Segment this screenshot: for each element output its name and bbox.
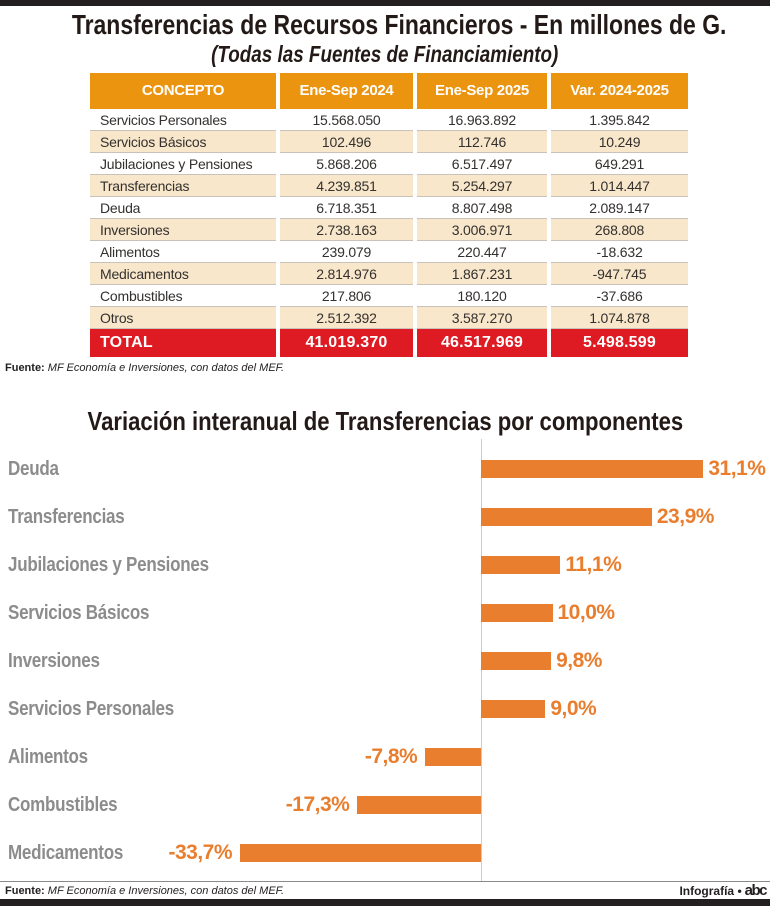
cell-var-2024-2025: 268.808: [551, 219, 688, 241]
chart-row: [0, 733, 770, 781]
table-total-row: [90, 329, 688, 357]
chart-row: [0, 541, 770, 589]
variation-bar-chart: [0, 445, 770, 877]
chart-category-label: Medicamentos: [8, 842, 124, 865]
header: [0, 6, 770, 67]
chart-row: [0, 493, 770, 541]
chart-category-label: Inversiones: [8, 650, 100, 673]
chart-title: Variación interanual de Transferencias por componentes: [87, 406, 683, 437]
chart-value-label: 9,0%: [550, 697, 597, 721]
chart-title-wrap: [0, 406, 770, 437]
cell-var-2024-2025: 1.014.447: [551, 175, 688, 197]
cell-var-2024-2025: 1.074.878: [551, 307, 688, 329]
cell-concepto: Transferencias: [90, 175, 276, 197]
cell-concepto: Alimentos: [90, 241, 276, 263]
table-header-row: [90, 73, 688, 109]
cell-ene-sep-2024: 2.512.392: [280, 307, 413, 329]
table-row: [90, 307, 688, 329]
table-row: [90, 241, 688, 263]
chart-row: [0, 781, 770, 829]
chart-bar: [425, 748, 481, 766]
table-source-label: Fuente:: [5, 362, 45, 375]
cell-ene-sep-2025: 220.447: [417, 241, 547, 263]
chart-category-label: Combustibles: [8, 794, 118, 817]
total-ene-sep-2024: 41.019.370: [280, 329, 413, 357]
abc-logo: abc: [744, 882, 766, 899]
chart-value-label: 11,1%: [565, 553, 622, 577]
table-row: [90, 131, 688, 153]
total-var-2024-2025: 5.498.599: [551, 329, 688, 357]
chart-category-label: Deuda: [8, 458, 59, 481]
chart-bar: [481, 508, 652, 526]
chart-row: [0, 829, 770, 877]
footer-source-text: MF Economía e Inversiones, con datos del MEF.: [47, 884, 285, 897]
cell-ene-sep-2025: 180.120: [417, 285, 547, 307]
table-source: [5, 362, 770, 374]
table-row: [90, 153, 688, 175]
cell-var-2024-2025: -947.745: [551, 263, 688, 285]
footer-credit: [679, 883, 766, 898]
cell-concepto: Medicamentos: [90, 263, 276, 285]
chart-value-label: -33,7%: [168, 841, 233, 865]
cell-concepto: Combustibles: [90, 285, 276, 307]
chart-value-label: 9,8%: [556, 649, 602, 673]
table-header-cell: Var. 2024-2025: [551, 73, 688, 109]
table-row: [90, 175, 688, 197]
chart-bar: [240, 844, 481, 862]
chart-category-label: Jubilaciones y Pensiones: [8, 554, 209, 577]
cell-ene-sep-2024: 217.806: [280, 285, 413, 307]
cell-var-2024-2025: -18.632: [551, 241, 688, 263]
cell-concepto: Inversiones: [90, 219, 276, 241]
chart-bar: [481, 460, 703, 478]
transfers-table: [90, 73, 688, 357]
footer-source: [5, 885, 284, 897]
table-body: [90, 109, 688, 329]
chart-category-label: Alimentos: [8, 746, 88, 769]
chart-value-label: -17,3%: [285, 793, 350, 817]
table-row: [90, 109, 688, 131]
cell-ene-sep-2025: 3.587.270: [417, 307, 547, 329]
chart-bar: [481, 604, 553, 622]
cell-var-2024-2025: 1.395.842: [551, 109, 688, 131]
cell-ene-sep-2024: 4.239.851: [280, 175, 413, 197]
cell-var-2024-2025: 649.291: [551, 153, 688, 175]
total-concepto: TOTAL: [90, 329, 276, 357]
cell-ene-sep-2024: 2.814.976: [280, 263, 413, 285]
cell-concepto: Deuda: [90, 197, 276, 219]
table-header-cell: Ene-Sep 2025: [417, 73, 547, 109]
chart-category-label: Transferencias: [8, 506, 125, 529]
cell-ene-sep-2025: 8.807.498: [417, 197, 547, 219]
page-subtitle: (Todas las Fuentes de Financiamiento): [211, 40, 559, 67]
bottom-black-bar: [0, 899, 770, 906]
chart-row: [0, 685, 770, 733]
table-row: [90, 285, 688, 307]
cell-ene-sep-2024: 6.718.351: [280, 197, 413, 219]
footer: [0, 881, 770, 899]
chart-bar: [481, 652, 551, 670]
cell-concepto: Jubilaciones y Pensiones: [90, 153, 276, 175]
cell-var-2024-2025: 10.249: [551, 131, 688, 153]
cell-ene-sep-2025: 6.517.497: [417, 153, 547, 175]
chart-bar: [357, 796, 481, 814]
chart-bar: [481, 556, 560, 574]
cell-ene-sep-2025: 1.867.231: [417, 263, 547, 285]
chart-row: [0, 445, 770, 493]
chart-value-label: 23,9%: [656, 505, 714, 529]
cell-ene-sep-2024: 102.496: [280, 131, 413, 153]
table-header-cell: Ene-Sep 2024: [280, 73, 413, 109]
cell-concepto: Otros: [90, 307, 276, 329]
total-ene-sep-2025: 46.517.969: [417, 329, 547, 357]
chart-category-label: Servicios Básicos: [8, 602, 150, 625]
cell-ene-sep-2024: 2.738.163: [280, 219, 413, 241]
chart-value-label: 31,1%: [708, 457, 766, 481]
cell-ene-sep-2025: 3.006.971: [417, 219, 547, 241]
cell-concepto: Servicios Básicos: [90, 131, 276, 153]
table-header-cell: CONCEPTO: [90, 73, 276, 109]
chart-value-label: -7,8%: [364, 745, 418, 769]
chart-value-label: 10,0%: [557, 601, 615, 625]
table-row: [90, 263, 688, 285]
cell-var-2024-2025: 2.089.147: [551, 197, 688, 219]
page-title: Transferencias de Recursos Financieros - En millones de G.: [71, 9, 727, 40]
chart-bar: [481, 700, 545, 718]
table-source-text: MF Economía e Inversiones, con datos del MEF.: [47, 362, 285, 375]
cell-ene-sep-2024: 5.868.206: [280, 153, 413, 175]
cell-concepto: Servicios Personales: [90, 109, 276, 131]
chart-row: [0, 589, 770, 637]
credit-text: Infografía •: [679, 883, 742, 898]
cell-var-2024-2025: -37.686: [551, 285, 688, 307]
cell-ene-sep-2025: 16.963.892: [417, 109, 547, 131]
chart-category-label: Servicios Personales: [8, 698, 174, 721]
table-row: [90, 197, 688, 219]
cell-ene-sep-2025: 5.254.297: [417, 175, 547, 197]
table-row: [90, 219, 688, 241]
cell-ene-sep-2024: 15.568.050: [280, 109, 413, 131]
cell-ene-sep-2025: 112.746: [417, 131, 547, 153]
cell-ene-sep-2024: 239.079: [280, 241, 413, 263]
chart-row: [0, 637, 770, 685]
footer-source-label: Fuente:: [5, 884, 45, 897]
